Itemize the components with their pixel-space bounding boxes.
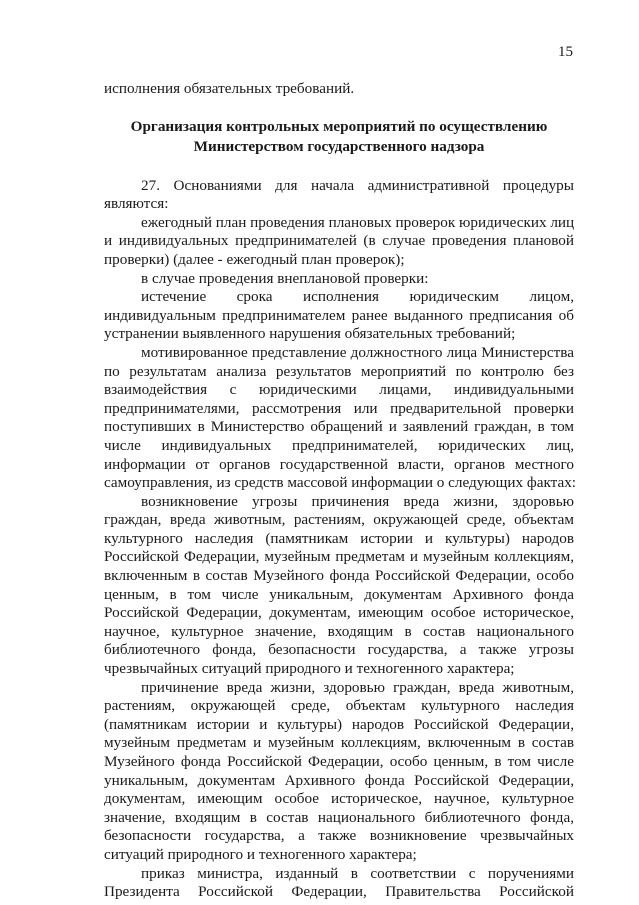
paragraph <box>104 177 574 214</box>
paragraph-line: ежегодный план проведения плановых проверок юридических лиц <box>141 213 575 231</box>
paragraph <box>104 343 577 493</box>
paragraph-line: мотивированное представление должностного лица Министерства <box>141 343 574 361</box>
paragraph-line: уникальным, документам Архивного фонда Российской Федерации, <box>104 771 574 789</box>
paragraph-line: индивидуальным предпринимателем ранее выданного предписания об <box>104 306 574 324</box>
paragraph-line: и индивидуальных предпринимателей (в случае проведения плановой <box>104 232 574 250</box>
document-body <box>104 80 577 902</box>
paragraph <box>104 865 574 902</box>
paragraph-line: значение, входящим в состав национального библиотечного фонда, <box>104 808 574 826</box>
section-heading-line: Организация контрольных мероприятий по осуществлению <box>130 117 548 135</box>
paragraph-line: самоуправления, из средств массовой информации о следующих фактах: <box>104 474 577 492</box>
section-heading <box>104 117 574 157</box>
paragraph-list <box>104 176 577 902</box>
paragraph-line: музейным предметам и музейным коллекциям, включенным в состав <box>104 734 574 752</box>
paragraph-line: научное, культурное значение, входящим в состав национального <box>104 622 574 640</box>
paragraph-line: по результатам анализа результатов мероприятий по контролю без <box>104 362 574 380</box>
paragraph <box>104 270 574 289</box>
paragraph-line: Музейного фонда Российской Федерации, особо ценным, в том числе <box>104 753 574 770</box>
paragraph-line: возникновение угрозы причинения вреда жизни, здоровью <box>141 492 574 510</box>
paragraph-line: растениям, окружающей среде, объектам культурного наследия <box>104 697 574 715</box>
paragraph-line: числе индивидуальных предпринимателей, юридических лиц, <box>104 436 574 454</box>
paragraph-line: ценным, в том числе уникальным, документам Архивного фонда <box>104 585 574 603</box>
paragraph <box>104 288 574 344</box>
paragraph-line: граждан, вреда животным, растениям, окружающей среде, объектам <box>104 511 574 529</box>
paragraph-line: чрезвычайных ситуаций природного и техногенного характера; <box>104 660 515 678</box>
paragraph-line: библиотечного фонда, безопасности государства, а также угрозы <box>104 641 574 659</box>
paragraph-line: 27. Основаниями для начала административной процедуры <box>141 176 574 194</box>
page-number: 15 <box>558 44 573 60</box>
paragraph-line: устранении выявленного нарушения обязательных требований; <box>104 325 516 343</box>
paragraph-line: проверки) (далее - ежегодный план проверок); <box>104 250 405 268</box>
paragraph-line: взаимодействия с юридическими лицами, индивидуальными <box>104 381 574 399</box>
paragraph-line: в случае проведения внеплановой проверки: <box>141 269 429 287</box>
section-heading-line: Министерством государственного надзора <box>193 137 485 155</box>
paragraph-line: Российской Федерации, документам, имеющим особое историческое, <box>104 604 574 622</box>
paragraph-line: культурного наследия (памятникам истории и культуры) народов <box>104 529 574 547</box>
paragraph-line: безопасности государства, а также возникновение чрезвычайных <box>104 827 574 845</box>
paragraph <box>104 214 574 270</box>
paragraph-line: причинение вреда жизни, здоровью граждан, вреда животным, <box>141 678 574 696</box>
paragraph-line: включенным в состав Музейного фонда Российской Федерации, особо <box>104 567 574 585</box>
continuation-line: исполнения обязательных требований. <box>104 80 355 97</box>
paragraph-line: документам, имеющим особое историческое, научное, культурное <box>104 790 574 808</box>
paragraph <box>104 493 574 679</box>
paragraph-line: поступивших в Министерство обращений и заявлений граждан, в том <box>104 418 574 436</box>
paragraph-line: (памятникам истории и культуры) народов Российской Федерации, <box>104 715 574 733</box>
paragraph-line: истечение срока исполнения юридическим лицом, <box>141 288 574 306</box>
paragraph-line: Российской Федерации, музейным предметам и музейным коллекциям, <box>104 548 574 566</box>
paragraph-line: приказ министра, изданный в соответствии с поручениями <box>141 864 574 882</box>
paragraph <box>104 679 574 865</box>
paragraph-line: Президента Российской Федерации, Правительства Российской <box>104 883 574 901</box>
paragraph-line: информации от органов государственной власти, органов местного <box>104 455 574 473</box>
paragraph-line: предпринимателями, рассмотрения или предварительной проверки <box>104 399 574 417</box>
paragraph-line: ситуаций природного и техногенного характера; <box>104 845 417 863</box>
paragraph-line: являются: <box>104 195 169 213</box>
